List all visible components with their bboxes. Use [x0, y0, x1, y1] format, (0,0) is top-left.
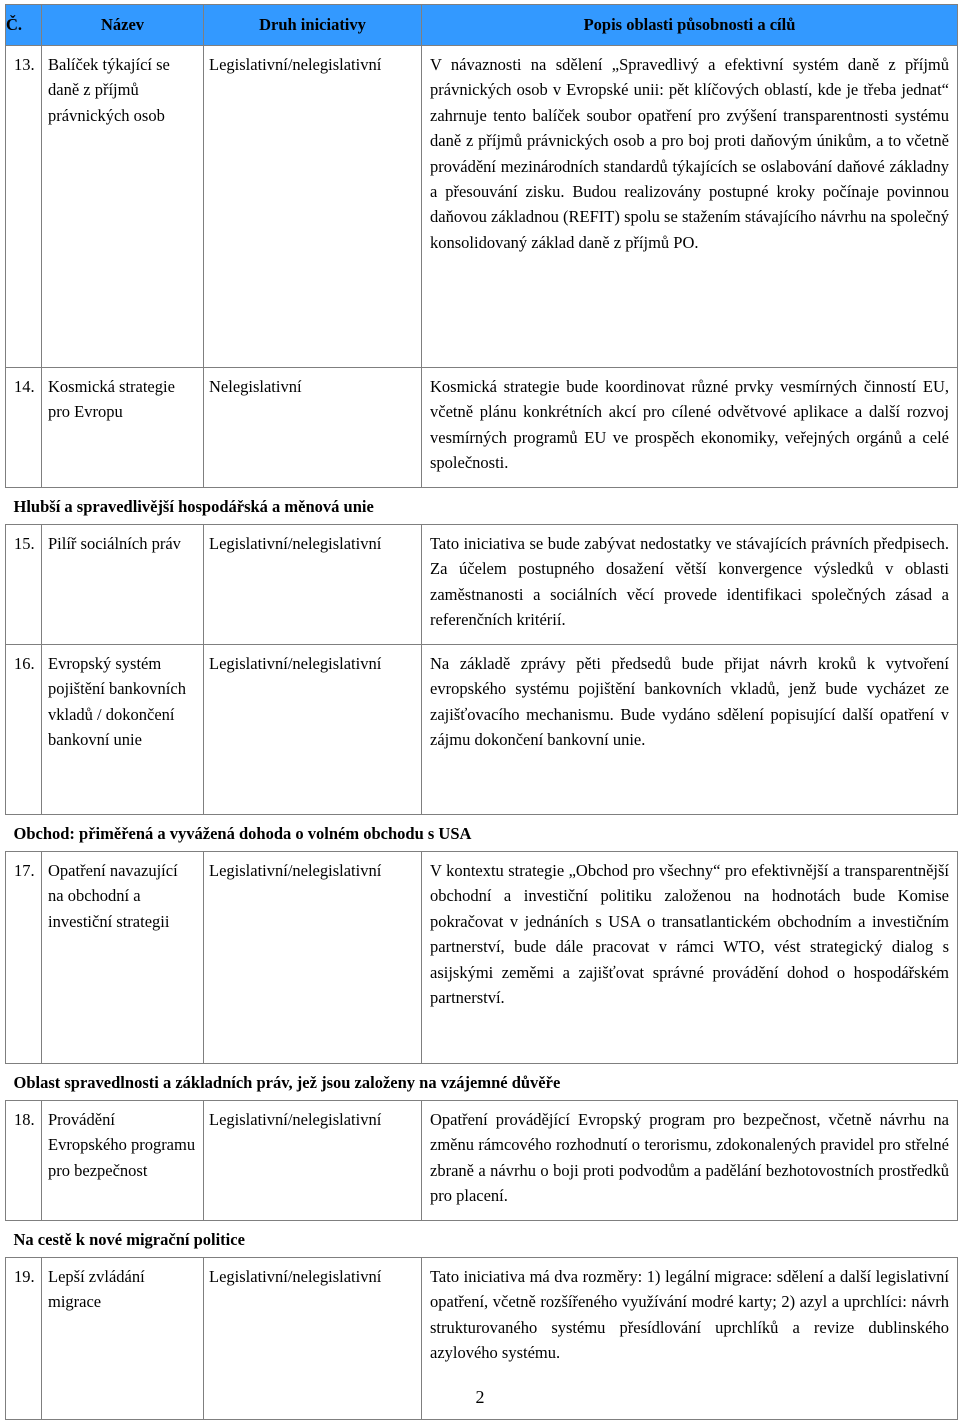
- table-row: [6, 525, 958, 645]
- table-row: [6, 1101, 958, 1221]
- item-name: Provádění Evropského programu pro bezpečnost: [42, 1101, 204, 1221]
- item-type: Legislativní/nelegislativní: [204, 46, 422, 368]
- table-row: [6, 852, 958, 1064]
- header-number: Č.: [6, 5, 42, 46]
- table-header-row: [6, 5, 958, 46]
- table-body: [6, 46, 958, 1420]
- item-type: Nelegislativní: [204, 368, 422, 488]
- section-heading: Na cestě k nové migrační politice: [6, 1221, 958, 1258]
- section-heading-row: [6, 488, 958, 525]
- header-description: Popis oblasti působnosti a cílů: [422, 5, 958, 46]
- item-type: Legislativní/nelegislativní: [204, 525, 422, 645]
- item-name: Pilíř sociálních práv: [42, 525, 204, 645]
- item-name: Evropský systém pojištění bankovních vkladů / dokončení bankovní unie: [42, 645, 204, 815]
- section-heading: Oblast spravedlnosti a základních práv, jež jsou založeny na vzájemné důvěře: [6, 1064, 958, 1101]
- item-description: Tato iniciativa se bude zabývat nedostatky ve stávajících právních předpisech. Za účelem postupného dosažení větší konvergence výsledků v oblasti zaměstnanosti a sociálních věcí provede identifikaci společných zásad a referenčních kritérií.: [422, 525, 958, 645]
- item-description: V kontextu strategie „Obchod pro všechny“ pro efektivnější a transparentnější obchodní a investiční politiku založenou na hodnotách bude Komise pokračovat v jednáních s USA o transatlantickém obchodním a investičním partnerství, bude dále pracovat v rámci WTO, vést strategický dialog s asijskými zeměmi a zajišťovat správné provádění dohod o hospodářském partnerství.: [422, 852, 958, 1064]
- item-name: Balíček týkající se daně z příjmů právnických osob: [42, 46, 204, 368]
- table-row: [6, 46, 958, 368]
- item-name: Lepší zvládání migrace: [42, 1258, 204, 1420]
- header-name: Název: [42, 5, 204, 46]
- item-number: 16.: [6, 645, 42, 815]
- item-number: 17.: [6, 852, 42, 1064]
- item-name: Kosmická strategie pro Evropu: [42, 368, 204, 488]
- item-type: Legislativní/nelegislativní: [204, 1101, 422, 1221]
- item-description: V návaznosti na sdělení „Spravedlivý a efektivní systém daně z příjmů právnických osob v Evropské unii: pět klíčových oblastí, kde je třeba jednat“ zahrnuje tento balíček soubor opatření pro zvýšení transparentnosti systému daně z příjmů právnických osob a pro boj proti daňovým únikům, a to včetně provádění mezinárodních standardů týkajících se oslabování daňové základny a přesouvání zisku. Budou realizovány postupné kroky počínaje povinnou daňovou základnou (REFIT) spolu se stažením stávajícího návrhu na společný konsolidovaný základ daně z příjmů PO.: [422, 46, 958, 368]
- item-number: 14.: [6, 368, 42, 488]
- item-number: 13.: [6, 46, 42, 368]
- table-row: [6, 368, 958, 488]
- header-type: Druh iniciativy: [204, 5, 422, 46]
- item-number: 15.: [6, 525, 42, 645]
- item-name: Opatření navazující na obchodní a investiční strategii: [42, 852, 204, 1064]
- item-number: 19.: [6, 1258, 42, 1420]
- item-type: Legislativní/nelegislativní: [204, 645, 422, 815]
- section-heading-row: [6, 1064, 958, 1101]
- section-heading: Obchod: přiměřená a vyvážená dohoda o volném obchodu s USA: [6, 815, 958, 852]
- page-number: 2: [475, 1387, 485, 1407]
- item-description: Kosmická strategie bude koordinovat různé prvky vesmírných činností EU, včetně plánu konkrétních akcí pro cílené odvětvové aplikace a další rozvoj vesmírných programů EU ve prospěch ekonomiky, veřejných orgánů a celé společnosti.: [422, 368, 958, 488]
- item-type: Legislativní/nelegislativní: [204, 852, 422, 1064]
- section-heading-row: [6, 1221, 958, 1258]
- item-type: Legislativní/nelegislativní: [204, 1258, 422, 1420]
- item-number: 18.: [6, 1101, 42, 1221]
- item-description: Na základě zprávy pěti předsedů bude přijat návrh kroků k vytvoření evropského systému pojištění bankovních vkladů, jenž bude vycházet ze zajišťovacího mechanismu. Bude vydáno sdělení popisující další opatření v zájmu dokončení bankovní unie.: [422, 645, 958, 815]
- table-row: [6, 645, 958, 815]
- item-description: Opatření provádějící Evropský program pro bezpečnost, včetně návrhu na změnu rámcového rozhodnutí o terorismu, zdokonalených pravidel pro střelné zbraně a návrhu o boji proti podvodům a padělání bezhotovostních prostředků pro placení.: [422, 1101, 958, 1221]
- initiatives-table: [5, 4, 958, 1420]
- item-description: Tato iniciativa má dva rozměry: 1) legální migrace: sdělení a další legislativní opatření, včetně rozšířeného využívání modré karty; 2) azyl a uprchlíci: návrh strukturovaného systému přesídlování uprchlíků a revize dublinského azylového systému.: [422, 1258, 958, 1420]
- section-heading: Hlubší a spravedlivější hospodářská a měnová unie: [6, 488, 958, 525]
- section-heading-row: [6, 815, 958, 852]
